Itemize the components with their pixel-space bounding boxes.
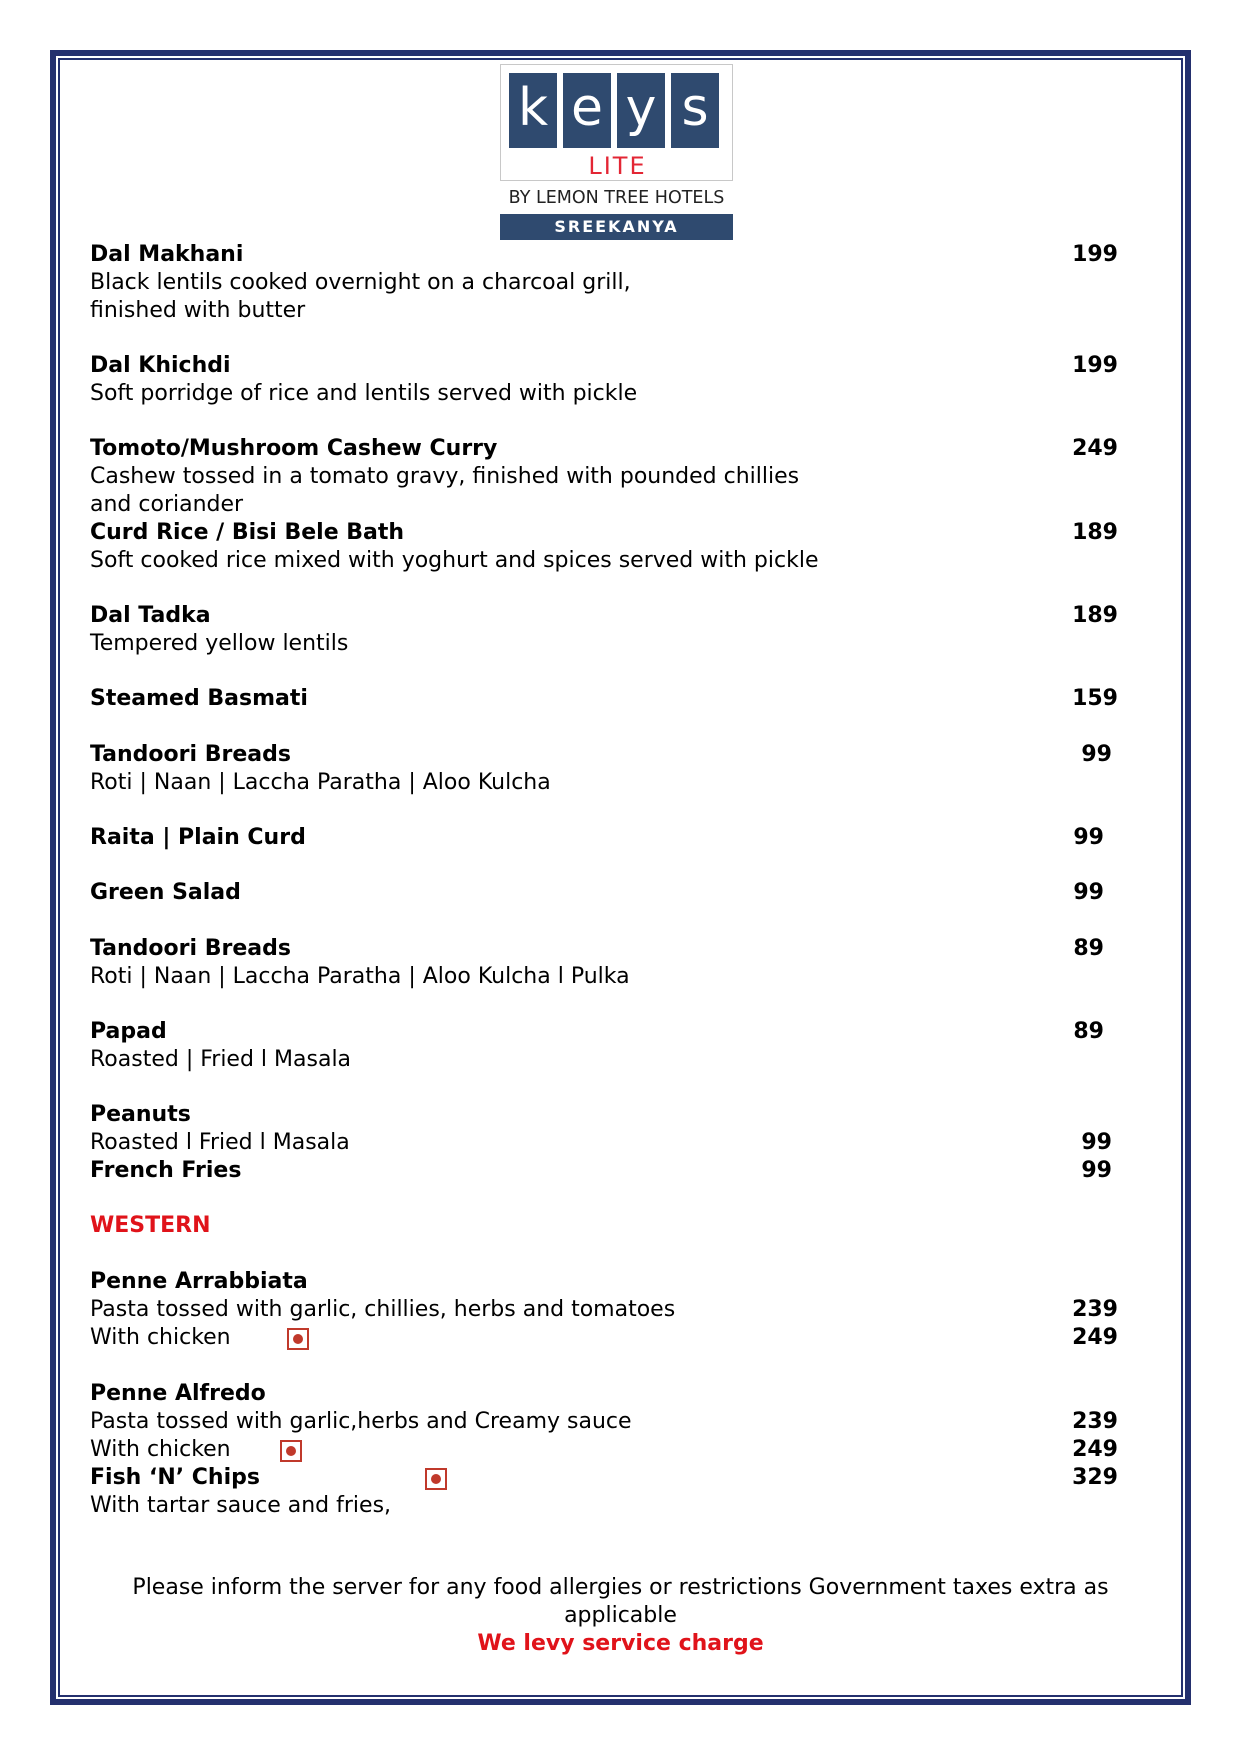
item-name: Dal Tadka — [90, 603, 211, 628]
item-price: 199 — [1072, 242, 1118, 267]
item-variant: With chicken — [90, 1437, 231, 1462]
logo-letter-s: s — [671, 73, 719, 148]
item-description: Pasta tossed with garlic, chillies, herbs and tomatoes — [90, 1297, 676, 1322]
item-price: 159 — [1072, 686, 1118, 711]
item-price: 239 — [1072, 1297, 1118, 1322]
item-description: finished with butter — [90, 298, 306, 323]
logo-sub: LITE — [588, 152, 647, 180]
item-name: Raita | Plain Curd — [90, 825, 306, 850]
item-description: Pasta tossed with garlic,herbs and Creamy sauce — [90, 1409, 632, 1434]
non-veg-icon — [280, 1440, 302, 1462]
item-name: Curd Rice / Bisi Bele Bath — [90, 520, 405, 545]
non-veg-icon — [425, 1468, 447, 1490]
item-description: Tempered yellow lentils — [90, 631, 349, 656]
item-name: Tandoori Breads — [90, 742, 291, 767]
item-description: Soft porridge of rice and lentils served with pickle — [90, 381, 638, 406]
item-description: Roti | Naan | Laccha Paratha | Aloo Kulcha — [90, 770, 551, 795]
item-name: Steamed Basmati — [90, 686, 308, 711]
item-price: 89 — [1073, 1019, 1104, 1044]
item-name: Penne Arrabbiata — [90, 1269, 308, 1294]
item-name: Tandoori Breads — [90, 936, 291, 961]
section-heading-western: WESTERN — [90, 1213, 211, 1238]
item-name: Dal Makhani — [90, 242, 244, 267]
item-price: 99 — [1081, 742, 1112, 767]
item-price: 199 — [1072, 353, 1118, 378]
item-variant: With chicken — [90, 1325, 231, 1350]
item-price: 89 — [1073, 936, 1104, 961]
footer-note: Please inform the server for any food allergies or restrictions Government taxes extra as — [132, 1575, 1109, 1600]
item-name: Green Salad — [90, 880, 241, 905]
item-description: and coriander — [90, 492, 244, 517]
item-description: Roti | Naan | Laccha Paratha | Aloo Kulcha l Pulka — [90, 964, 630, 989]
item-description: Soft cooked rice mixed with yoghurt and spices served with pickle — [90, 548, 819, 573]
item-name: Fish ‘N’ Chips — [90, 1465, 260, 1490]
item-price: 249 — [1072, 1325, 1118, 1350]
footer-note: applicable — [564, 1603, 677, 1628]
logo-location: SREEKANYA — [500, 214, 733, 240]
item-description: Black lentils cooked overnight on a charcoal grill, — [90, 270, 631, 295]
item-name: Peanuts — [90, 1102, 191, 1127]
logo-by-line: BY LEMON TREE HOTELS — [508, 188, 725, 208]
item-price: 249 — [1072, 436, 1118, 461]
item-description: Roasted l Fried l Masala — [90, 1130, 350, 1155]
logo-letter-k: k — [509, 73, 557, 148]
item-price: 189 — [1072, 520, 1118, 545]
item-price: 99 — [1081, 1130, 1112, 1155]
logo-letter-y: y — [617, 73, 665, 148]
item-price: 189 — [1072, 603, 1118, 628]
non-veg-icon — [287, 1328, 309, 1350]
item-price: 99 — [1073, 880, 1104, 905]
item-price: 249 — [1072, 1437, 1118, 1462]
item-name: Papad — [90, 1019, 167, 1044]
item-price: 99 — [1073, 825, 1104, 850]
item-name: French Fries — [90, 1158, 242, 1183]
item-description: Roasted | Fried l Masala — [90, 1047, 352, 1072]
item-price: 329 — [1072, 1465, 1118, 1490]
item-price: 239 — [1072, 1409, 1118, 1434]
item-price: 99 — [1081, 1158, 1112, 1183]
item-name: Tomoto/Mushroom Cashew Curry — [90, 436, 498, 461]
item-name: Dal Khichdi — [90, 353, 231, 378]
hotel-logo — [500, 64, 733, 240]
service-charge-note: We levy service charge — [477, 1631, 764, 1656]
logo-letter-e: e — [563, 73, 611, 148]
logo-tile-box — [500, 64, 733, 181]
item-description: Cashew tossed in a tomato gravy, finished with pounded chillies — [90, 464, 800, 489]
item-name: Penne Alfredo — [90, 1381, 266, 1406]
item-description: With tartar sauce and fries, — [90, 1493, 392, 1518]
